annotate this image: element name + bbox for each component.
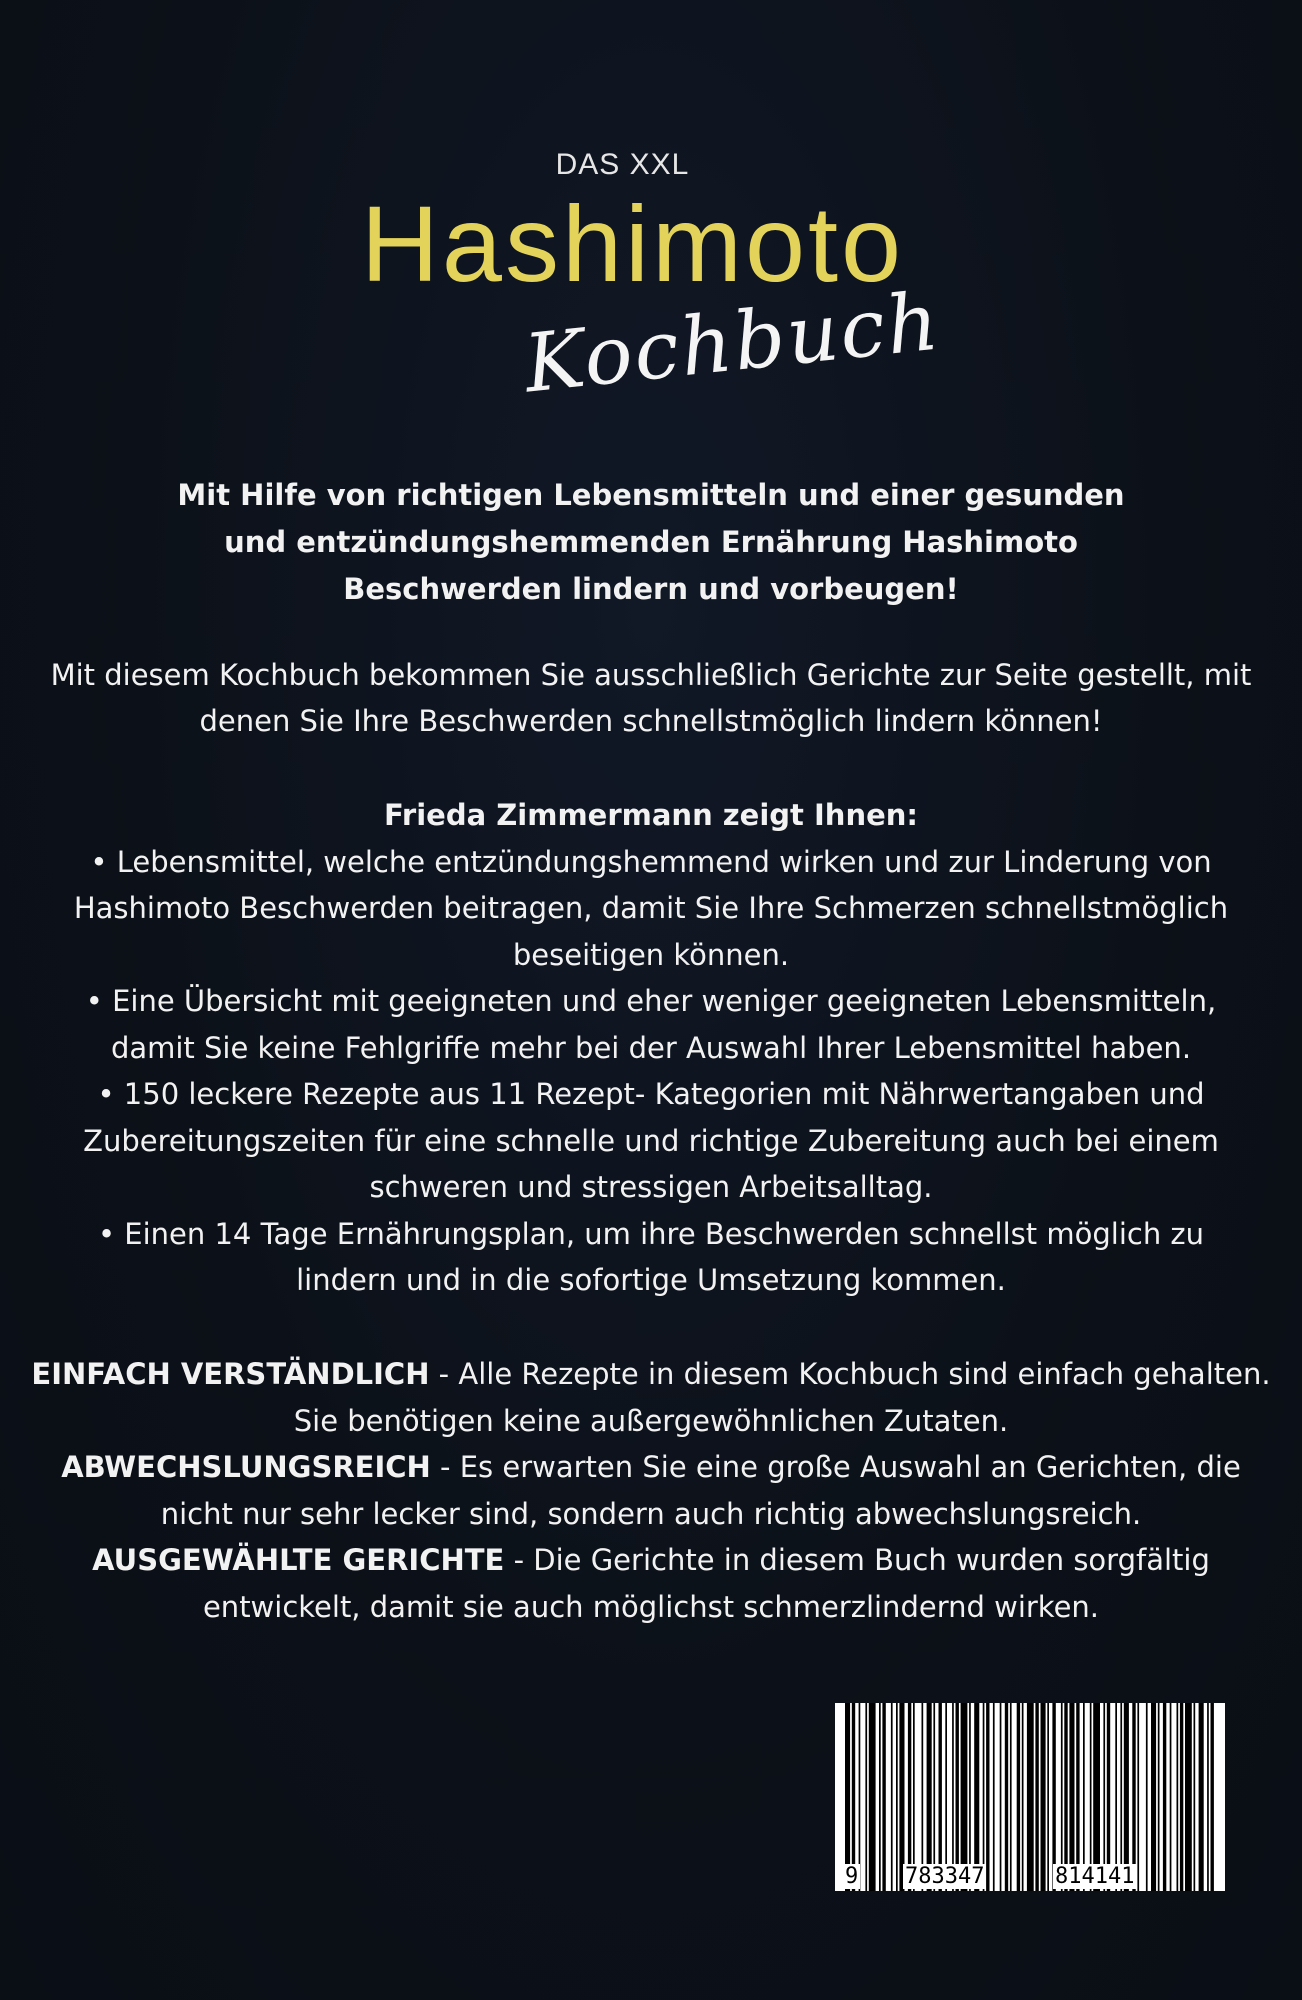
barcode-bar [1137,1703,1139,1891]
barcode-bar [1120,1703,1122,1891]
barcode-bar [882,1703,885,1891]
feature-text: - Es erwarten Sie eine große Auswahl an Gerichten, die nicht nur sehr lecker sind, sondern auch richtig abwechslungsreich. [160,1450,1241,1531]
feature-item [30,1537,1272,1630]
barcode-bar [1076,1703,1079,1891]
feature-text: - Die Gerichte in diesem Buch wurden sorgfältig entwickelt, damit sie auch möglichst schmerzlindernd wirken. [202,1543,1210,1624]
barcode-bar [1151,1703,1156,1891]
barcode-bar [983,1703,985,1891]
barcode-bar [1069,1703,1074,1891]
barcode-bar [1207,1703,1209,1891]
barcode-bar [1194,1703,1196,1891]
barcode-bar [845,1703,850,1891]
barcode-bar [1158,1703,1160,1891]
barcode-bar [952,1703,954,1891]
feature-label: EINFACH VERSTÄNDLICH [31,1357,430,1391]
barcode-digits-left: 783347 [905,1864,985,1889]
barcode-bar [1093,1703,1100,1891]
barcode-bar [879,1703,881,1891]
bullet-item: • Einen 14 Tage Ernährungsplan, um ihre Beschwerden schnellst möglich zu lindern und in die sofortige Umsetzung kommen. [97,1216,1205,1297]
barcode-digits-right: 814141 [1055,1864,1135,1889]
barcode-bar [1124,1703,1129,1891]
lead-text: Mit Hilfe von richtigen Lebensmitteln und einer gesunden und entzündungshemmenden Ernährung Hashimoto Beschwerden lindern und vorbeugen! [177,478,1125,606]
barcode-bar [899,1703,904,1891]
barcode-bar [945,1703,947,1891]
barcode-bar [956,1703,959,1891]
barcode-bar [939,1703,942,1891]
cover-script-title: Kochbuch [520,274,945,411]
barcode-bar [961,1703,968,1891]
barcode-digits [835,1864,1225,1891]
barcode-bar [1211,1703,1214,1891]
cover-main-title: Hashimoto [360,183,905,304]
barcode-bar [1017,1703,1020,1891]
barcode-bar [1177,1703,1179,1891]
isbn-barcode [835,1703,1225,1891]
barcode-bar [1115,1703,1117,1891]
barcode-bar [1061,1703,1063,1891]
feature-label: ABWECHSLUNGSREICH [61,1450,431,1484]
barcode-bar [969,1703,971,1891]
barcode-bar [1107,1703,1110,1891]
barcode-bar [1027,1703,1034,1891]
barcode-bar [1163,1703,1166,1891]
barcode-bar [1103,1703,1105,1891]
author-section [60,792,1242,1304]
author-section-heading: Frieda Zimmermann zeigt Ihnen: [383,798,919,832]
barcode-bar [1185,1703,1192,1891]
barcode-bar [1022,1703,1024,1891]
barcode-bar [1090,1703,1092,1891]
barcode-bar [1035,1703,1038,1891]
barcode-bar [865,1703,867,1891]
bullet-item: • 150 leckere Rezepte aus 11 Rezept- Kategorien mit Nährwertangaben und Zubereitungszeiten für eine schnelle und richtige Zubereitung auch bei einem schweren und stressigen Arbeitsalltag. [83,1077,1219,1204]
barcode-bar [1010,1703,1012,1891]
feature-text: - Alle Rezepte in diesem Kochbuch sind einfach gehalten. Sie benötigen keine außergewöhnlichen Zutaten. [293,1357,1271,1438]
barcode-bar [1005,1703,1008,1891]
barcode-bar [1064,1703,1067,1891]
bullet-item: • Lebensmittel, welche entzündungshemmend wirken und zur Linderung von Hashimoto Beschwerden beitragen, damit Sie Ihre Schmerzen schnellstmöglich beseitigen können. [73,844,1229,972]
barcode-bar [913,1703,915,1891]
barcode-bar [891,1703,893,1891]
barcode-bar [993,1703,995,1891]
barcode-bar [1041,1703,1046,1891]
barcode-digit-first: 9 [845,1864,859,1889]
barcode-bar [986,1703,989,1891]
features-section [30,1351,1272,1630]
feature-item [30,1444,1272,1537]
intro-paragraph: Mit diesem Kochbuch bekommen Sie ausschließlich Gerichte zur Seite gestellt, mit denen Sie Ihre Beschwerden schnellstmöglich lindern können! [50,658,1252,738]
barcode-bar [927,1703,932,1891]
bullet-item: • Eine Übersicht mit geeigneten und eher weniger geeigneten Lebensmitteln, damit Sie keine Fehlgriffe mehr bei der Auswahl Ihrer Lebensmittel haben. [85,984,1217,1065]
barcode-bar [1047,1703,1049,1891]
barcode-bar [974,1703,979,1891]
barcode-bar [1132,1703,1135,1891]
barcode-bar [896,1703,898,1891]
barcode-bar [1146,1703,1148,1891]
barcode-bar [852,1703,855,1891]
feature-item [30,1351,1272,1444]
barcode-bar [1180,1703,1183,1891]
barcode-bar [859,1703,861,1891]
barcode-bar [869,1703,876,1891]
barcode-bars [835,1703,1225,1891]
feature-label: AUSGEWÄHLTE GERICHTE [92,1543,505,1577]
barcode-bar [922,1703,924,1891]
barcode-bar [908,1703,911,1891]
cover-small-title: DAS XXL [555,148,690,181]
barcode-bar [1000,1703,1002,1891]
barcode-bar [1052,1703,1055,1891]
barcode-bar [1199,1703,1204,1891]
barcode-bar [933,1703,935,1891]
lead-paragraph [60,472,1242,613]
barcode-bar [1083,1703,1085,1891]
barcode-bar [1170,1703,1172,1891]
